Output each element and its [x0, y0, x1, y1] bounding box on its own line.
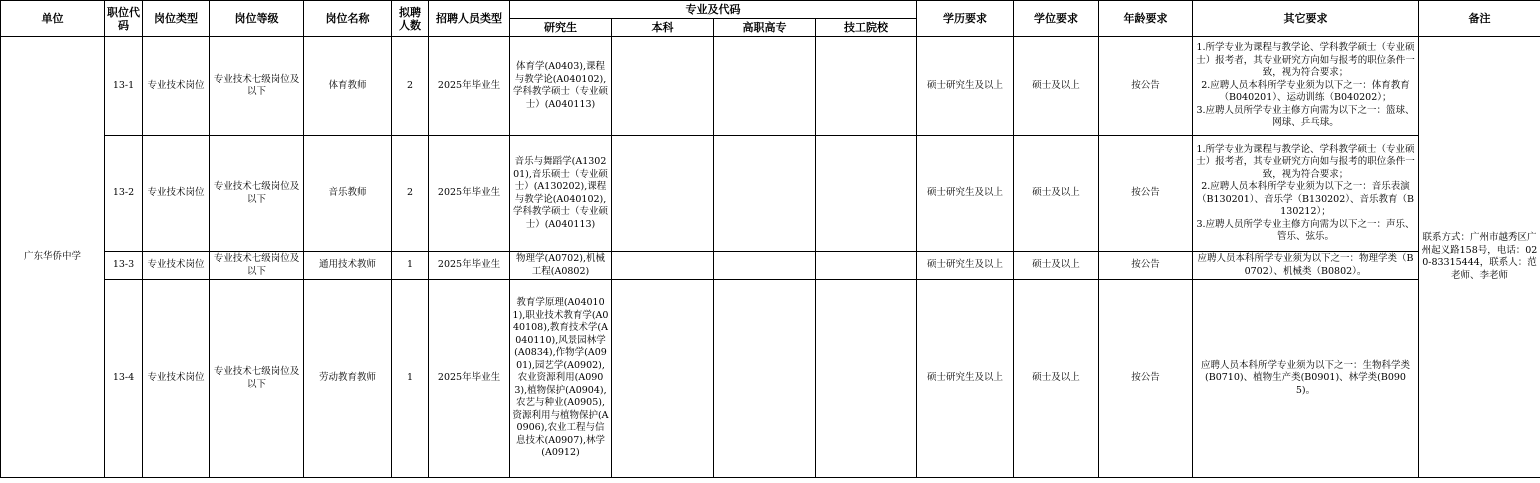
- technical-major-cell: [816, 37, 917, 136]
- header-technical: 技工院校: [816, 19, 917, 37]
- header-post-type: 岗位类型: [143, 1, 210, 37]
- undergrad-major-cell: [612, 280, 714, 478]
- vocational-major-cell: [714, 252, 816, 280]
- post-code-cell: 13-4: [105, 280, 143, 478]
- plan-count-cell: 2: [392, 37, 429, 136]
- vocational-major-cell: [714, 136, 816, 252]
- plan-count-cell: 2: [392, 136, 429, 252]
- education-cell: 硕士研究生及以上: [917, 252, 1014, 280]
- header-vocational: 高职高专: [714, 19, 816, 37]
- header-undergrad: 本科: [612, 19, 714, 37]
- post-name-cell: 通用技术教师: [304, 252, 392, 280]
- header-plan-count: 拟聘人数: [392, 1, 429, 37]
- technical-major-cell: [816, 136, 917, 252]
- header-post-code: 职位代码: [105, 1, 143, 37]
- education-cell: 硕士研究生及以上: [917, 136, 1014, 252]
- education-cell: 硕士研究生及以上: [917, 37, 1014, 136]
- post-name-cell: 体育教师: [304, 37, 392, 136]
- requirement-line: 1.所学专业为课程与教学论、学科教学硕士（专业硕士）报考者，其专业研究方向如与报考的职位条件一致，视为符合要求；: [1196, 42, 1415, 79]
- degree-cell: 硕士及以上: [1014, 37, 1099, 136]
- post-type-cell: 专业技术岗位: [143, 252, 210, 280]
- recruit-type-cell: 2025年毕业生: [429, 37, 510, 136]
- undergrad-major-cell: [612, 136, 714, 252]
- header-age: 年龄要求: [1099, 1, 1193, 37]
- undergrad-major-cell: [612, 252, 714, 280]
- age-cell: 按公告: [1099, 280, 1193, 478]
- vocational-major-cell: [714, 37, 816, 136]
- table-row: [1, 280, 1540, 478]
- plan-count-cell: 1: [392, 280, 429, 478]
- other-requirements-cell: [1193, 252, 1419, 280]
- table-row: [1, 136, 1540, 252]
- technical-major-cell: [816, 280, 917, 478]
- post-level-cell: 专业技术七级岗位及以下: [210, 252, 304, 280]
- post-code-cell: 13-2: [105, 136, 143, 252]
- header-post-name: 岗位名称: [304, 1, 392, 37]
- recruit-type-cell: 2025年毕业生: [429, 252, 510, 280]
- post-name-cell: 音乐教师: [304, 136, 392, 252]
- graduate-major-cell: 音乐与舞蹈学(A130201),音乐硕士（专业硕士）(A130202),课程与教学论(A040102),学科教学硕士（专业硕士）(A040113): [510, 136, 612, 252]
- recruit-type-cell: 2025年毕业生: [429, 280, 510, 478]
- age-cell: 按公告: [1099, 37, 1193, 136]
- header-row-1: [1, 1, 1540, 19]
- header-recruit-type: 招聘人员类型: [429, 1, 510, 37]
- requirement-line: 2.应聘人员本科所学专业须为以下之一：体育教育（B040201）、运动训练（B040202）；: [1201, 79, 1410, 104]
- requirement-line: 2.应聘人员本科所学专业须为以下之一：音乐表演（B130201）、音乐学（B130202）、音乐教育（B130212）；: [1197, 181, 1414, 217]
- requirement-line: 应聘人员本科所学专业须为以下之一：物理学类（B0702）、机械类（B0802）。: [1197, 253, 1414, 277]
- requirement-line: 3.应聘人员所学专业主修方向需为以下之一：声乐、管乐、弦乐。: [1196, 218, 1415, 242]
- post-code-cell: 13-3: [105, 252, 143, 280]
- degree-cell: 硕士及以上: [1014, 136, 1099, 252]
- vocational-major-cell: [714, 280, 816, 478]
- header-graduate: 研究生: [510, 19, 612, 37]
- header-major-group: 专业及代码: [510, 1, 917, 19]
- post-code-cell: 13-1: [105, 37, 143, 136]
- post-type-cell: 专业技术岗位: [143, 37, 210, 136]
- header-unit: 单位: [1, 1, 105, 37]
- graduate-major-cell: 物理学(A0702),机械工程(A0802): [510, 252, 612, 280]
- table-row: [1, 252, 1540, 280]
- other-requirements-cell: [1193, 280, 1419, 478]
- technical-major-cell: [816, 252, 917, 280]
- header-remark: 备注: [1419, 1, 1540, 37]
- plan-count-cell: 1: [392, 252, 429, 280]
- header-post-level: 岗位等级: [210, 1, 304, 37]
- header-education: 学历要求: [917, 1, 1014, 37]
- unit-cell: 广东华侨中学: [1, 37, 105, 478]
- age-cell: 按公告: [1099, 136, 1193, 252]
- requirement-line: 1.所学专业为课程与教学论、学科教学硕士（专业硕士）报考者，其专业研究方向如与报考的职位条件一致，视为符合要求；: [1196, 143, 1415, 180]
- header-degree: 学位要求: [1014, 1, 1099, 37]
- other-requirements-cell: [1193, 136, 1419, 252]
- recruit-type-cell: 2025年毕业生: [429, 136, 510, 252]
- undergrad-major-cell: [612, 37, 714, 136]
- requirement-line: 应聘人员本科所学专业须为以下之一：生物科学类(B0710)、植物生产类(B0901)、林学类(B0905)。: [1200, 359, 1410, 396]
- table-row: [1, 37, 1540, 136]
- degree-cell: 硕士及以上: [1014, 252, 1099, 280]
- degree-cell: 硕士及以上: [1014, 280, 1099, 478]
- post-level-cell: 专业技术七级岗位及以下: [210, 136, 304, 252]
- age-cell: 按公告: [1099, 252, 1193, 280]
- graduate-major-cell: 教育学原理(A040101),职业技术教育学(A040108),教育技术学(A040110),风景园林学(A0834),作物学(A0901),园艺学(A0902),农业资源利用(A0903),植物保护(A0904),农艺与种业(A0905),资源利用与植物保护(A0906),农业工程与信息技术(A0907),林学(A0912): [510, 280, 612, 478]
- education-cell: 硕士研究生及以上: [917, 280, 1014, 478]
- remark-cell: 联系方式：广州市越秀区广州起义路158号，电话：020-83315444，联系人：范老师、李老师: [1419, 37, 1540, 478]
- post-type-cell: 专业技术岗位: [143, 280, 210, 478]
- post-level-cell: 专业技术七级岗位及以下: [210, 280, 304, 478]
- post-name-cell: 劳动教育教师: [304, 280, 392, 478]
- graduate-major-cell: 体育学(A0403),课程与教学论(A040102),学科教学硕士（专业硕士）(A040113): [510, 37, 612, 136]
- other-requirements-cell: [1193, 37, 1419, 136]
- post-type-cell: 专业技术岗位: [143, 136, 210, 252]
- post-level-cell: 专业技术七级岗位及以下: [210, 37, 304, 136]
- requirement-line: 3.应聘人员所学专业主修方向需为以下之一：篮球、网球、乒乓球。: [1196, 104, 1415, 129]
- header-other: 其它要求: [1193, 1, 1419, 37]
